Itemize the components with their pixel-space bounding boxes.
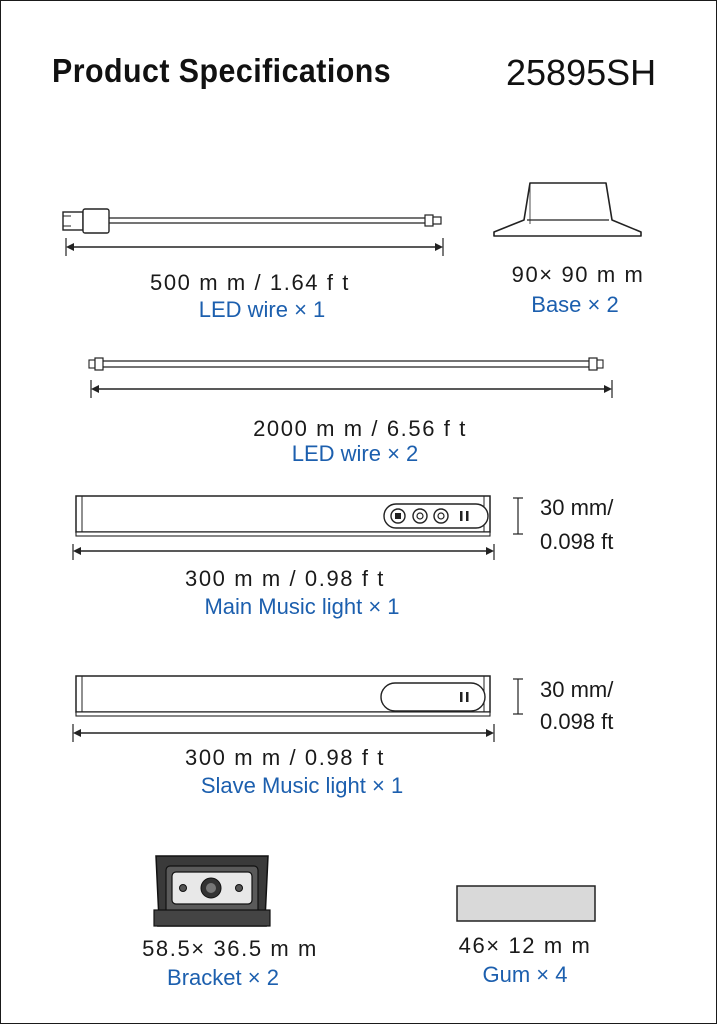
slave-light-height-line2: 0.098 ft: [540, 709, 614, 734]
main-light-name: Main Music light × 1: [204, 594, 400, 619]
main-light-dimension: 300 m m / 0.98 f t: [185, 566, 385, 591]
led-wire-short-name: LED wire × 1: [198, 297, 326, 322]
bracket-dimension: 58.5× 36.5 m m: [142, 936, 318, 961]
slave-light-name: Slave Music light × 1: [200, 773, 404, 798]
model-code: 25895SH: [506, 52, 657, 93]
slave-light-dimension: 300 m m / 0.98 f t: [185, 745, 385, 770]
led-wire-short-dimension: 500 m m / 1.64 f t: [150, 270, 350, 295]
slave-light-height-line1: 30 mm/: [540, 677, 614, 702]
page-title: Product Specifications: [52, 52, 392, 89]
main-light-height-line2: 0.098 ft: [540, 529, 614, 554]
bracket-name: Bracket × 2: [167, 965, 279, 990]
main-light-height-line1: 30 mm/: [540, 495, 614, 520]
base-name: Base × 2: [531, 292, 619, 317]
gum-dimension: 46× 12 m m: [458, 933, 592, 958]
led-wire-long-dimension: 2000 m m / 6.56 f t: [253, 416, 467, 441]
base-dimension: 90× 90 m m: [511, 262, 645, 287]
gum-name: Gum × 4: [482, 962, 568, 987]
led-wire-long-name: LED wire × 2: [291, 441, 419, 466]
